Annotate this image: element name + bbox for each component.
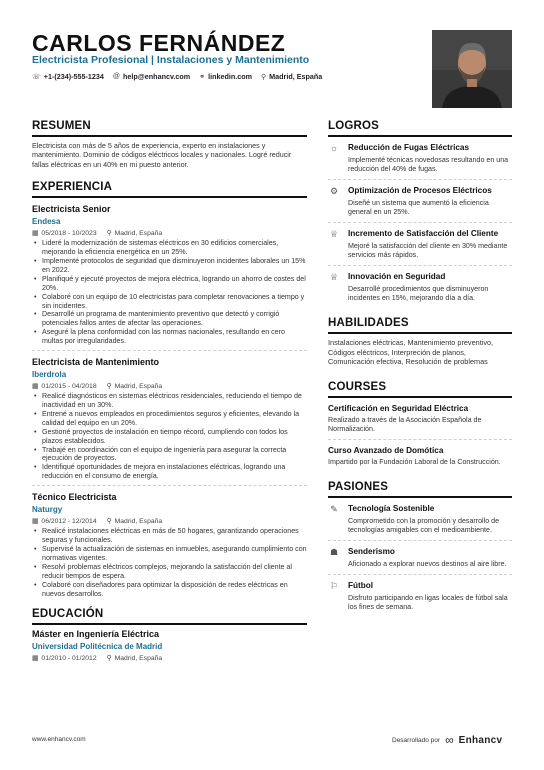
left-column [32, 120, 307, 662]
job-entry-3 [32, 492, 307, 598]
courses-heading: COURSES [328, 381, 512, 398]
education-location [107, 654, 163, 662]
divider [328, 265, 512, 266]
list-item: • Supervisé la actualización de sistemas en inmuebles, asegurando cumplimiento con normativas vigentes. [32, 545, 307, 563]
calendar-icon: ▦ [32, 518, 39, 526]
wrench-icon: ✎ [330, 503, 338, 514]
passion-title: Fútbol [348, 580, 374, 590]
course-desc: Impartido por la Fundación Laboral de la Construcción. [328, 457, 501, 466]
experience-heading: EXPERIENCIA [32, 181, 307, 198]
location-pin-icon: ⚲ [261, 73, 267, 81]
passions-heading: PASIONES [328, 481, 512, 498]
job-bullets [32, 392, 307, 481]
divider [328, 574, 512, 575]
list-item: • Colaboré con diseñadores para optimizar la disposición de redes eléctricas en nuevos desarrollos. [32, 581, 307, 599]
location-pin-icon: ⚲ [106, 230, 112, 238]
job-bullets [32, 239, 307, 346]
divider [32, 485, 307, 486]
summary-text: Electricista con más de 5 años de experiencia, experto en instalaciones y mantenimiento. Dominio de códigos eléctricos locales y nacionales. Logré reducir fallas eléctricas en un 40% en mi puesto anterior. [32, 141, 292, 169]
location-text: Madrid, España [269, 72, 323, 81]
phone-text: +1-(234)-555-1234 [43, 72, 104, 81]
course-title: Curso Avanzado de Domótica [328, 445, 444, 455]
achievement-desc: Implementé técnicas novedosas resultando en una reducción del 40% de fugas. [348, 156, 509, 173]
achievement-title: Incremento de Satisfacción del Cliente [348, 229, 499, 238]
email-text[interactable]: help@enhancv.com [123, 72, 191, 81]
job-dates [32, 229, 97, 237]
lightbulb-icon: ☼ [329, 143, 339, 153]
contact-email[interactable] [113, 72, 190, 81]
list-item: • Planifiqué y ejecuté proyectos de mejora eléctrica, logrando un ahorro de costes del 20%. [32, 275, 307, 293]
job-meta [32, 229, 307, 237]
job-entry-2 [32, 357, 307, 486]
phone-icon: ☏ [32, 73, 41, 81]
list-item: • Resolví problemas eléctricos complejos, mejorando la satisfacción del cliente al reducir tiempos de espera. [32, 563, 307, 581]
education-degree: Máster en Ingeniería Eléctrica [32, 629, 160, 640]
job-location [107, 517, 163, 525]
candidate-subtitle: Electricista Profesional | Instalaciones y Mantenimiento [32, 54, 310, 66]
location-pin-icon: ⚲ [106, 518, 112, 526]
calendar-icon: ▦ [32, 655, 39, 663]
list-item: • Aseguré la plena conformidad con las normas nacionales, resultando en cero multas por irregularidades. [32, 328, 307, 346]
achievement-title: Reducción de Fugas Eléctricas [348, 143, 470, 152]
job-role: Técnico Electricista [32, 492, 117, 503]
passion-item [328, 504, 512, 535]
calendar-icon: ▦ [32, 383, 39, 391]
list-item: • Trabajé en coordinación con el equipo de ingeniería para asegurar la correcta ejecución de proyectos. [32, 446, 307, 464]
profile-photo [432, 30, 512, 108]
job-role: Electricista de Mantenimiento [32, 357, 160, 368]
divider [328, 222, 512, 223]
footer-website[interactable]: www.enhancv.com [32, 736, 86, 743]
achievement-item [328, 143, 512, 174]
education-location-text: Madrid, España [114, 654, 163, 662]
achievements-heading: LOGROS [328, 120, 512, 137]
passion-title: Tecnología Sostenible [348, 503, 435, 513]
achievement-desc: Diseñé un sistema que aumentó la eficiencia general en un 25%. [348, 199, 489, 216]
divider [32, 350, 307, 351]
trophy-icon: ♕ [329, 272, 339, 282]
education-entry [32, 629, 307, 662]
candidate-name: CARLOS FERNÁNDEZ [32, 30, 286, 56]
achievement-title: Optimización de Procesos Eléctricos [348, 186, 492, 195]
passion-desc: Disfruto participando en ligas locales de fútbol sala los fines de semana. [348, 593, 508, 611]
linkedin-text[interactable]: linkedin.com [208, 72, 253, 81]
list-item: • Gestioné proyectos de instalación en tiempo récord, cumpliendo con todos los plazos establecidos. [32, 428, 307, 446]
list-item: • Entrené a nuevos empleados en procedimientos seguros y eficientes, elevando la calidad del equipo en un 20%. [32, 410, 307, 428]
gear-icon: ⚙ [329, 186, 339, 196]
achievement-item [328, 272, 512, 303]
achievement-item [328, 229, 512, 260]
footer-powered-label: Desarrollado por [392, 736, 441, 744]
passion-item [328, 547, 512, 569]
achievement-title: Innovación en Seguridad [348, 272, 446, 281]
skills-heading: HABILIDADES [328, 317, 512, 334]
list-item: • Lideré la modernización de sistemas eléctricos en 30 edificios comerciales, mejorando la eficiencia energética en un 25%. [32, 239, 307, 257]
job-bullets [32, 527, 307, 598]
list-item: • Colaboré con un equipo de 10 electricistas para completar renovaciones a tiempo y sin incidentes. [32, 293, 307, 311]
job-meta [32, 382, 307, 390]
job-location-text: Madrid, España [114, 229, 163, 237]
course-item [328, 446, 512, 467]
contact-bar [32, 72, 322, 81]
achievement-desc: Desarrollé procedimientos que disminuyeron incidentes en 15%, mejorando día a día. [348, 285, 489, 302]
list-item: • Identifiqué oportunidades de mejora en instalaciones eléctricas, logrando una reducción en el consumo de energía. [32, 463, 307, 481]
passion-desc: Aficionado a explorar nuevos destinos al aire libre. [348, 559, 507, 568]
job-dates-text: 06/2012 - 12/2014 [41, 517, 97, 525]
education-dates-text: 01/2010 - 01/2012 [41, 654, 97, 662]
job-company: Iberdrola [32, 370, 67, 380]
trophy-icon: ♕ [329, 229, 339, 239]
profile-photo-illustration [432, 30, 512, 108]
course-desc: Realizado a través de la Asociación Española de Normalización. [328, 415, 482, 433]
job-dates [32, 517, 97, 525]
job-dates-text: 05/2018 - 10/2023 [41, 229, 97, 237]
contact-location [261, 72, 322, 81]
list-item: • Implementé protocolos de seguridad que disminuyeron incidentes laborales un 15% en 2022. [32, 257, 307, 275]
education-school: Universidad Politécnica de Madrid [32, 642, 163, 652]
passion-item [328, 581, 512, 612]
location-pin-icon: ⚲ [106, 655, 112, 663]
job-company: Naturgy [32, 505, 63, 515]
footer-brand[interactable]: Enhancv [458, 734, 503, 746]
achievement-item [328, 186, 512, 217]
soccer-icon: ⚐ [329, 580, 339, 591]
hiker-icon: ☗ [329, 546, 339, 557]
link-icon: ⚭ [199, 73, 206, 81]
divider [328, 439, 512, 440]
education-meta [32, 654, 307, 662]
passion-title: Senderismo [348, 546, 395, 556]
contact-linkedin[interactable] [199, 72, 252, 81]
contact-phone [32, 72, 104, 81]
job-dates-text: 01/2015 - 04/2018 [41, 382, 97, 390]
location-pin-icon: ⚲ [106, 383, 112, 391]
summary-heading: RESUMEN [32, 120, 307, 137]
job-role: Electricista Senior [32, 204, 111, 215]
achievement-desc: Mejoré la satisfacción del cliente en 30% mediante servicios más rápidos. [348, 242, 508, 259]
job-location-text: Madrid, España [114, 517, 163, 525]
job-location [107, 382, 163, 390]
job-location [107, 229, 163, 237]
enhancv-logo-icon: ∞ [445, 733, 454, 747]
list-item: • Realicé diagnósticos en sistemas eléctricos residenciales, reduciendo el tiempo de inactividad en un 30%. [32, 392, 307, 410]
list-item: • Realicé instalaciones eléctricas en más de 50 hogares, garantizando operaciones seguras y funcionales. [32, 527, 307, 545]
job-meta [32, 517, 307, 525]
job-dates [32, 382, 97, 390]
education-heading: EDUCACIÓN [32, 608, 307, 625]
course-title: Certificación en Seguridad Eléctrica [328, 403, 469, 413]
footer-powered [392, 733, 502, 747]
divider [328, 179, 512, 180]
passion-desc: Comprometido con la promoción y desarrollo de tecnologías amigables con el medioambiente. [348, 516, 500, 534]
divider [328, 540, 512, 541]
job-entry-1 [32, 204, 307, 351]
job-location-text: Madrid, España [114, 382, 163, 390]
list-item: • Desarrollé un programa de mantenimiento preventivo que detectó y corrigió potenciales fallos antes de afectar las operaciones. [32, 310, 307, 328]
calendar-icon: ▦ [32, 230, 39, 238]
right-column [328, 120, 512, 612]
job-company: Endesa [32, 217, 61, 227]
education-dates [32, 654, 97, 662]
skills-text: Instalaciones eléctricas, Mantenimiento preventivo, Códigos eléctricos, Interpreción de planos, Comunicación efectiva, Resolución de problemas [328, 338, 494, 367]
at-icon: @ [112, 73, 121, 80]
course-item [328, 404, 512, 434]
